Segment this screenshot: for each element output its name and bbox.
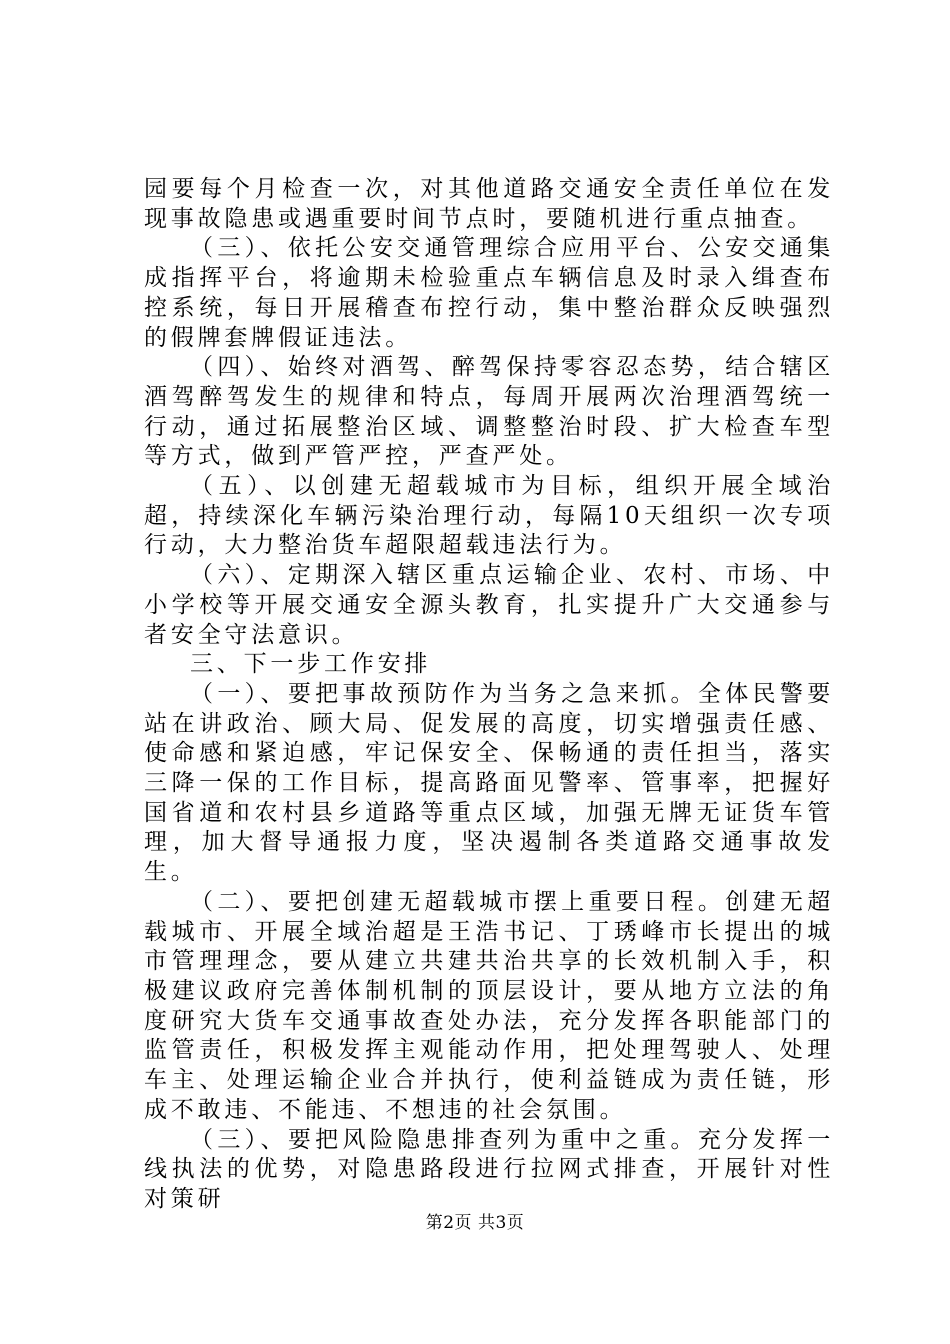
page-footer: 第2页 共3页 xyxy=(425,1213,525,1233)
paragraph-3: （四）、始终对酒驾、醉驾保持零容忍态势，结合辖区酒驾醉驾发生的规律和特点，每周开展两次治理酒驾统一行动，通过拓展整治区域、调整整治时段、扩大检查车型等方式，做到严管严控，严查严处。 xyxy=(144,354,834,470)
paragraph-6: （一）、要把事故预防作为当务之急来抓。全体民警要站在讲政治、顾大局、促发展的高度，切实增强责任感、使命感和紧迫感，牢记保安全、保畅通的责任担当，落实三降一保的工作目标，提高路面见警率、管事率，把握好国省道和农村县乡道路等重点区域，加强无牌无证货车管理，加大督导通报力度，坚决遏制各类道路交通事故发生。 xyxy=(144,680,834,886)
paragraph-8: （三）、要把风险隐患排查列为重中之重。充分发挥一线执法的优势，对隐患路段进行拉网式排查，开展针对性对策研 xyxy=(144,1126,834,1212)
paragraph-2: （三）、依托公安交通管理综合应用平台、公安交通集成指挥平台，将逾期未检验重点车辆信息及时录入缉查布控系统，每日开展稽查布控行动，集中整治群众反映强烈的假牌套牌假证违法。 xyxy=(144,235,834,351)
paragraph-5: （六）、定期深入辖区重点运输企业、农村、市场、中小学校等开展交通安全源头教育，扎实提升广大交通参与者安全守法意识。 xyxy=(144,562,834,648)
section-heading: 三、下一步工作安排 xyxy=(190,651,432,678)
paragraph-7: （二）、要把创建无超载城市摆上重要日程。创建无超载城市、开展全域治超是王浩书记、丁琇峰市长提出的城市管理理念，要从建立共建共治共享的长效机制入手，积极建议政府完善体制机制的顶层设计，要从地方立法的角度研究大货车交通事故查处办法，充分发挥各职能部门的监管责任，积极发挥主观能动作用，把处理驾驶人、处理车主、处理运输企业合并执行，使利益链成为责任链，形成不敢违、不能违、不想违的社会氛围。 xyxy=(144,888,834,1123)
paragraph-1: 园要每个月检查一次，对其他道路交通安全责任单位在发现事故隐患或遇重要时间节点时，要随机进行重点抽查。 xyxy=(144,176,834,232)
paragraph-4: （五）、以创建无超载城市为目标，组织开展全域治超，持续深化车辆污染治理行动，每隔10天组织一次专项行动，大力整治货车超限超载违法行为。 xyxy=(144,473,834,559)
document-body xyxy=(144,175,834,1215)
